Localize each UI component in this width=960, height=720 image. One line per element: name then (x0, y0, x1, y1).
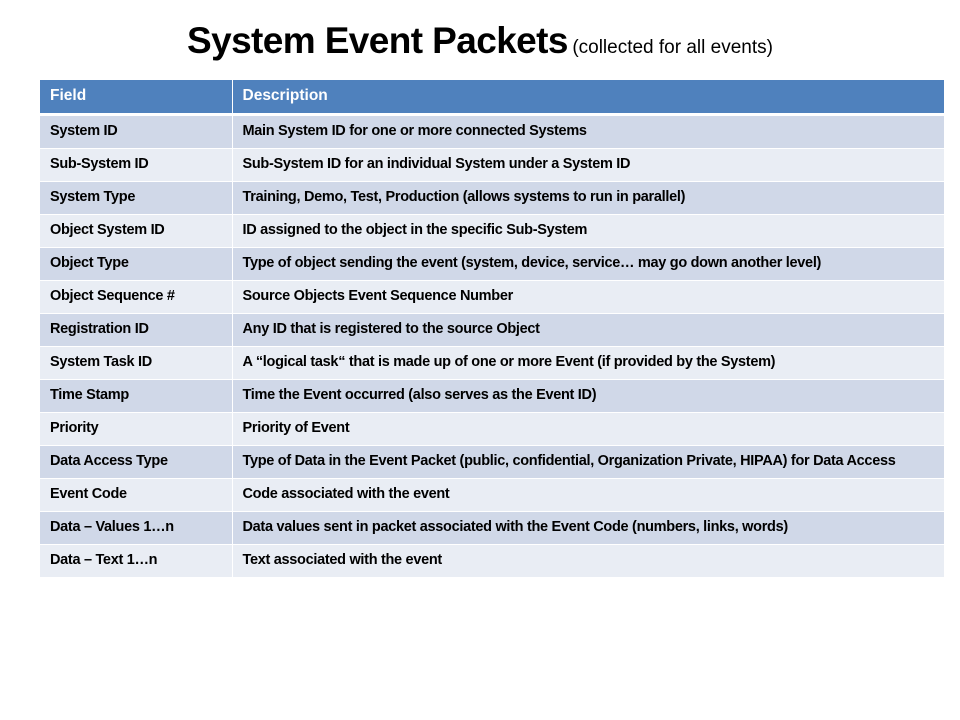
field-cell: System ID (40, 114, 232, 148)
description-cell: Main System ID for one or more connected Systems (232, 114, 944, 148)
slide-title (0, 20, 960, 62)
field-cell: Event Code (40, 478, 232, 511)
description-cell: Data values sent in packet associated with the Event Code (numbers, links, words) (232, 511, 944, 544)
table-row (40, 148, 944, 181)
table-row (40, 379, 944, 412)
field-cell: Object Sequence # (40, 280, 232, 313)
title-main: System Event Packets (187, 20, 568, 61)
description-cell: Training, Demo, Test, Production (allows systems to run in parallel) (232, 181, 944, 214)
table-row (40, 247, 944, 280)
field-cell: Object Type (40, 247, 232, 280)
field-cell: Data Access Type (40, 445, 232, 478)
description-cell: Type of object sending the event (system, device, service… may go down another level) (232, 247, 944, 280)
field-cell: Data – Text 1…n (40, 544, 232, 577)
table-row (40, 511, 944, 544)
field-cell: System Task ID (40, 346, 232, 379)
description-cell: Source Objects Event Sequence Number (232, 280, 944, 313)
description-cell: Any ID that is registered to the source Object (232, 313, 944, 346)
description-cell: Type of Data in the Event Packet (public, confidential, Organization Private, HIPAA) for Data Access (232, 445, 944, 478)
description-cell: Text associated with the event (232, 544, 944, 577)
field-cell: Time Stamp (40, 379, 232, 412)
table-row (40, 445, 944, 478)
header-description: Description (232, 80, 944, 114)
table-row (40, 280, 944, 313)
table-row (40, 181, 944, 214)
description-cell: ID assigned to the object in the specific Sub-System (232, 214, 944, 247)
description-cell: Code associated with the event (232, 478, 944, 511)
table-row (40, 346, 944, 379)
field-cell: Registration ID (40, 313, 232, 346)
table-row (40, 114, 944, 148)
event-packet-table (40, 80, 945, 578)
description-cell: Time the Event occurred (also serves as the Event ID) (232, 379, 944, 412)
table-row (40, 412, 944, 445)
table-row (40, 214, 944, 247)
title-subtitle: (collected for all events) (572, 37, 773, 58)
description-cell: A “logical task“ that is made up of one or more Event (if provided by the System) (232, 346, 944, 379)
table-header-row (40, 80, 944, 114)
field-cell: Data – Values 1…n (40, 511, 232, 544)
table-row (40, 478, 944, 511)
description-cell: Priority of Event (232, 412, 944, 445)
field-cell: Sub-System ID (40, 148, 232, 181)
description-cell: Sub-System ID for an individual System under a System ID (232, 148, 944, 181)
table-row (40, 313, 944, 346)
field-cell: Priority (40, 412, 232, 445)
header-field: Field (40, 80, 232, 114)
table-row (40, 544, 944, 577)
field-cell: System Type (40, 181, 232, 214)
field-cell: Object System ID (40, 214, 232, 247)
